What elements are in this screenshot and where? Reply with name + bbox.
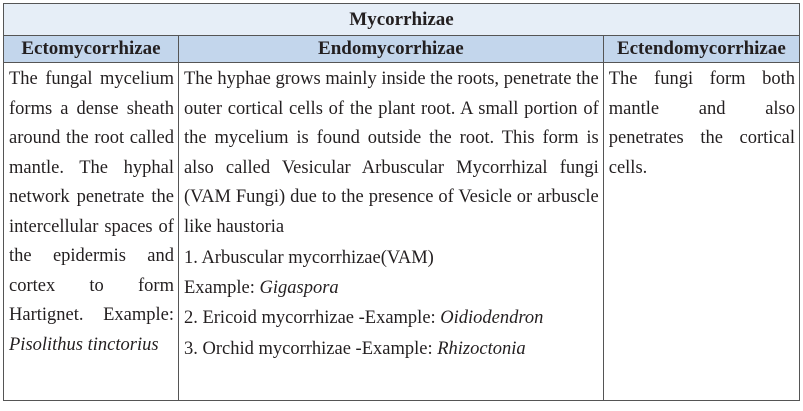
header-ectomycorrhizae: Ectomycorrhizae bbox=[4, 36, 179, 63]
endo-item-1-example-prefix: Example: bbox=[183, 277, 255, 298]
mycorrhizae-table bbox=[3, 3, 800, 401]
endo-item-2 bbox=[184, 304, 599, 334]
endo-item-1-example: Gigaspora bbox=[259, 277, 339, 298]
ecto-cell bbox=[4, 63, 179, 401]
header-row bbox=[4, 36, 800, 63]
header-endomycorrhizae: Endomycorrhizae bbox=[178, 36, 603, 63]
endo-item-3-example: Rhizoctonia bbox=[437, 338, 526, 359]
endo-item-1-label: 1. Arbuscular mycorrhizae(VAM) bbox=[183, 248, 434, 268]
endo-cell bbox=[178, 63, 603, 401]
table-title: Mycorrhizae bbox=[4, 4, 800, 36]
ecto-description bbox=[9, 65, 174, 360]
ecto-text: The fungal mycelium forms a dense sheath around the root called mantle. The hyphal network penetrate the intercellular spaces of the epidermis and cortex to form Hartignet. Example: bbox=[9, 69, 174, 325]
content-row bbox=[4, 63, 800, 401]
ecto-example: Pisolithus tinctorius bbox=[9, 334, 159, 355]
header-ectendomycorrhizae: Ectendomycorrhizae bbox=[603, 36, 799, 63]
ectendo-description: The fungi form both mantle and also penetrates the cortical cells. bbox=[608, 69, 795, 178]
endo-item-3-label: 3. Orchid mycorrhizae -Example: bbox=[183, 338, 433, 359]
endo-item-2-label: 2. Ericoid mycorrhizae -Example: bbox=[183, 308, 436, 328]
ectendo-cell bbox=[603, 63, 799, 401]
endo-item-3 bbox=[184, 335, 599, 365]
endo-intro: The hyphae grows mainly inside the roots, penetrate the outer cortical cells of the plant root. A small portion of the mycelium is found outside the root. This form is also called Vesicular Arbuscular Mycorrhizal fungi (VAM Fungi) due to the presence of Vesicle or arbuscle like haustoria bbox=[183, 69, 599, 237]
endo-item-2-example: Oidiodendron bbox=[440, 308, 544, 328]
endo-item-1 bbox=[184, 244, 599, 303]
title-row bbox=[4, 4, 800, 36]
